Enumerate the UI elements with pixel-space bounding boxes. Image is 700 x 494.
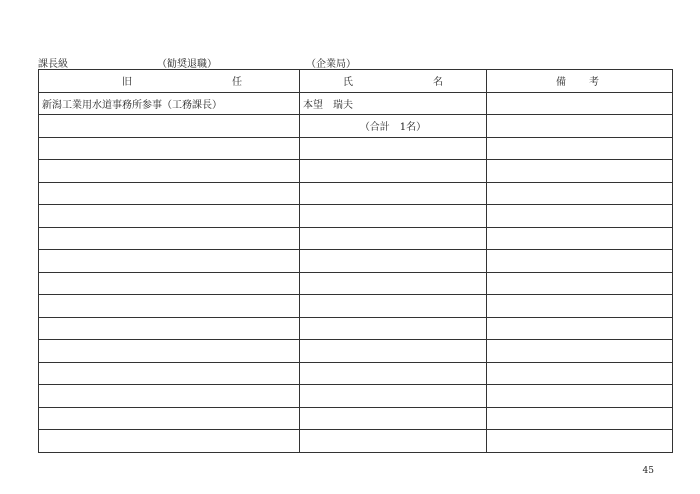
empty-row (39, 385, 673, 408)
grade-label: 課長級 (38, 59, 68, 70)
personnel-table (38, 69, 673, 453)
empty-cell (300, 295, 487, 318)
empty-cell (487, 362, 673, 385)
empty-row (39, 407, 673, 430)
column-header-name-char-2: 名 (433, 77, 443, 89)
empty-cell (39, 362, 300, 385)
empty-row (39, 317, 673, 340)
empty-cell (300, 160, 487, 183)
empty-cell (39, 385, 300, 408)
empty-cell (39, 160, 300, 183)
column-header-remarks-char-1: 備 (556, 77, 566, 89)
empty-cell (487, 205, 673, 228)
empty-cell (487, 295, 673, 318)
table-row (39, 92, 673, 115)
former-post-cell: 新潟工業用水道事務所参事（工務課長） (39, 92, 300, 115)
empty-cell (300, 362, 487, 385)
empty-cell (487, 385, 673, 408)
empty-cell (487, 272, 673, 295)
empty-cell (300, 407, 487, 430)
empty-row (39, 137, 673, 160)
empty-cell (487, 227, 673, 250)
total-cell: （合計 1名） (300, 115, 487, 138)
empty-row (39, 340, 673, 363)
empty-cell (39, 407, 300, 430)
empty-cell (39, 137, 300, 160)
column-header-former-post (39, 70, 300, 93)
name-cell: 本望 瑞夫 (300, 92, 487, 115)
empty-row (39, 227, 673, 250)
column-header-former-post-char-2: 任 (232, 77, 242, 89)
empty-cell (487, 317, 673, 340)
empty-row (39, 272, 673, 295)
empty-cell (487, 250, 673, 273)
empty-cell (39, 317, 300, 340)
total-row (39, 115, 673, 138)
empty-cell (487, 182, 673, 205)
empty-row (39, 160, 673, 183)
empty-cell (300, 340, 487, 363)
column-header-name (300, 70, 487, 93)
empty-row (39, 250, 673, 273)
empty-cell (39, 205, 300, 228)
column-header-former-post-char-1: 旧 (122, 77, 132, 89)
empty-row (39, 362, 673, 385)
empty-cell (39, 340, 300, 363)
empty-cell (300, 250, 487, 273)
empty-cell (487, 407, 673, 430)
column-header-name-char-1: 氏 (343, 77, 353, 89)
page-number: 45 (642, 466, 654, 476)
empty-cell (39, 430, 300, 453)
empty-cell (300, 272, 487, 295)
empty-row (39, 182, 673, 205)
empty-row (39, 430, 673, 453)
table-header-row (39, 70, 673, 93)
empty-cell (300, 385, 487, 408)
column-header-remarks-char-2: 考 (589, 77, 599, 89)
empty-cell (39, 227, 300, 250)
reason-label: （勧奨退職） (157, 59, 217, 70)
empty-cell (300, 205, 487, 228)
empty-cell (300, 317, 487, 340)
empty-cell (300, 182, 487, 205)
empty-cell (300, 137, 487, 160)
department-label: （企業局） (306, 59, 356, 70)
empty-cell (300, 227, 487, 250)
empty-row (39, 295, 673, 318)
empty-cell (487, 137, 673, 160)
empty-cell (39, 295, 300, 318)
empty-cell (487, 160, 673, 183)
empty-cell (39, 272, 300, 295)
empty-cell (487, 430, 673, 453)
empty-cell (487, 115, 673, 138)
empty-cell (39, 250, 300, 273)
empty-cell (300, 430, 487, 453)
remarks-cell (487, 92, 673, 115)
empty-cell (39, 182, 300, 205)
empty-row (39, 205, 673, 228)
column-header-remarks (487, 70, 673, 93)
empty-cell (487, 340, 673, 363)
empty-cell (39, 115, 300, 138)
